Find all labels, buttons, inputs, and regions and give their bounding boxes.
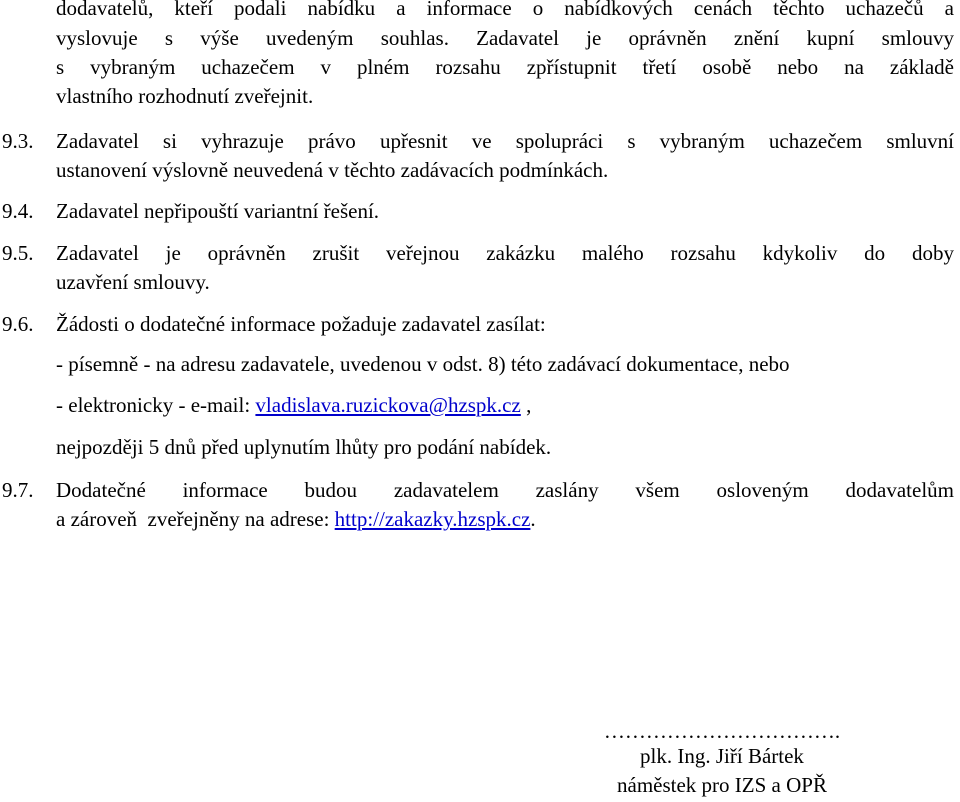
section-text-line: Dodatečné informace budou zadavatelem zaslány všem osloveným dodavatelům <box>56 478 954 502</box>
email-link[interactable]: vladislava.ruzickova@hzspk.cz <box>255 393 521 417</box>
electronic-prefix: - elektronicky - e-mail: <box>56 393 256 417</box>
section-number: 9.3. <box>2 129 34 153</box>
url-prefix: a zároveň zveřejněny na adrese: <box>56 507 335 531</box>
section-9-6-deadline: nejpozději 5 dnů před uplynutím lhůty pro podání nabídek. <box>56 435 552 459</box>
section-9-6-written: - písemně - na adresu zadavatele, uvedenou v odst. 8) této zadávací dokumentace, nebo <box>56 352 790 376</box>
intro-line-2: vyslovuje s výše uvedeným souhlas. Zadavatel je oprávněn znění kupní smlouvy <box>56 26 954 50</box>
section-9-7-line-2 <box>56 505 954 534</box>
url-suffix: . <box>530 507 536 531</box>
signatory-role: náměstek pro IZS a OPŘ <box>617 773 827 797</box>
intro-line-4: vlastního rozhodnutí zveřejnit. <box>56 84 314 108</box>
section-9-6-electronic <box>56 391 954 420</box>
signature-dots: ……………………………. <box>603 719 841 743</box>
section-number: 9.5. <box>2 241 34 265</box>
intro-line-1: dodavatelů, kteří podali nabídku a informace o nabídkových cenách těchto uchazečů a <box>56 0 954 20</box>
electronic-suffix: , <box>520 393 532 417</box>
signatory-name: plk. Ing. Jiří Bártek <box>640 744 804 768</box>
section-number: 9.4. <box>2 199 34 223</box>
section-text-line: Žádosti o dodatečné informace požaduje zadavatel zasílat: <box>56 312 546 336</box>
section-text-line: Zadavatel je oprávněn zrušit veřejnou zakázku malého rozsahu kdykoliv do doby <box>56 241 954 265</box>
section-9-3-line-2: ustanovení výslovně neuvedená v těchto zadávacích podmínkách. <box>56 158 609 182</box>
website-link[interactable]: http://zakazky.hzspk.cz <box>334 507 531 531</box>
section-number: 9.6. <box>2 312 34 336</box>
section-9-5-line-2: uzavření smlouvy. <box>56 270 210 294</box>
intro-line-3: s vybraným uchazečem v plném rozsahu zpřístupnit třetí osobě nebo na základě <box>56 55 954 79</box>
section-text-line: Zadavatel nepřipouští variantní řešení. <box>56 199 380 223</box>
section-number: 9.7. <box>2 478 34 502</box>
section-text-line: Zadavatel si vyhrazuje právo upřesnit ve spolupráci s vybraným uchazečem smluvní <box>56 129 954 153</box>
